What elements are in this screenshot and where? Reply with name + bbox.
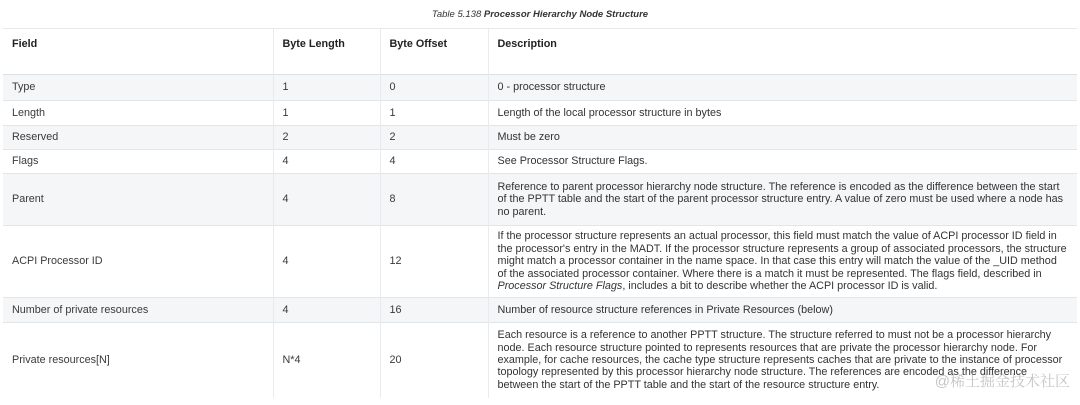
caption-prefix: Table 5.138 [431,9,484,20]
header-byte-offset: Byte Offset [380,29,488,75]
header-description: Description [488,29,1077,75]
cell-field: ACPI Processor ID [3,226,273,298]
cell-offset: 1 [380,101,488,126]
table-header-row [3,29,1077,75]
cell-offset: 16 [380,298,488,323]
cell-field: Flags [3,150,273,174]
cell-description: Length of the local processor structure in bytes [488,101,1077,126]
cell-length: 4 [273,226,380,298]
caption-title: Processor Hierarchy Node Structure [483,9,649,20]
table-row [3,75,1077,101]
table-caption [0,9,1080,20]
cell-description: Each resource is a reference to another PPTT structure. The structure referred to must not be a processor hierarchy node. Each resource structure pointed to represents resources that are private the processor hierarchy node. For example, for cache resources, the cache type structure represents caches that are private to the instance of processor topology represented by this processor hierarchy node structure. The references are encoded as the difference between the start of the PPTT table and the start of the resource structure entry. [488,323,1077,398]
cell-offset: 0 [380,75,488,101]
cell-description: Number of resource structure references in Private Resources (below) [488,298,1077,323]
header-byte-length: Byte Length [273,29,380,75]
cell-field: Length [3,101,273,126]
cell-description: Reference to parent processor hierarchy node structure. The reference is encoded as the difference between the start of the PPTT table and the start of the parent processor structure entry. A value of zero must be used where a node has no parent. [488,174,1077,226]
table-row [3,174,1077,226]
cell-field: Parent [3,174,273,226]
header-field: Field [3,29,273,75]
cell-length: 1 [273,75,380,101]
cell-offset: 12 [380,226,488,298]
cell-description [488,226,1077,298]
cell-offset: 4 [380,150,488,174]
cell-field: Type [3,75,273,101]
cell-field: Reserved [3,126,273,150]
processor-structure-flags-ref: Processor Structure Flags [497,280,623,293]
cell-length: 4 [273,174,380,226]
cell-field: Private resources[N] [3,323,273,398]
cell-length: 1 [273,101,380,126]
cell-description: 0 - processor structure [488,75,1077,101]
table-row [3,226,1077,298]
processor-hierarchy-table [3,28,1077,398]
table-row [3,150,1077,174]
cell-length: 4 [273,150,380,174]
cell-field: Number of private resources [3,298,273,323]
description-text: If the processor structure represents an actual processor, this field must match the value of ACPI processor ID field in the processor's entry in the MADT. If the processor structure represents a group of associated processors, the structure might match a processor container in the name space. In that case this entry will match the value of the _UID method of the associated processor container. Where there is a match it must be represented. The flags field, described in [497,230,1067,280]
table-row [3,298,1077,323]
table-row [3,323,1077,398]
description-text: , includes a bit to describe whether the ACPI processor ID is valid. [622,280,938,293]
cell-length: 4 [273,298,380,323]
cell-length: 2 [273,126,380,150]
cell-length: N*4 [273,323,380,398]
cell-description: See Processor Structure Flags. [488,150,1077,174]
table-row [3,101,1077,126]
watermark: @稀土掘金技术社区 [934,373,1070,390]
cell-offset: 20 [380,323,488,398]
cell-description: Must be zero [488,126,1077,150]
table-row [3,126,1077,150]
cell-offset: 2 [380,126,488,150]
cell-offset: 8 [380,174,488,226]
